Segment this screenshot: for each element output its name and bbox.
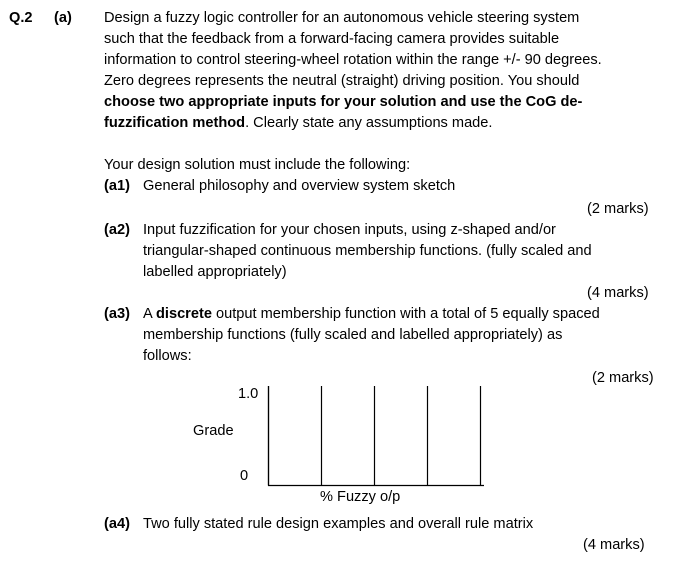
intro-last-bold: fuzzification method — [104, 115, 246, 131]
intro-last-rest: . Clearly state any assumptions made. — [245, 115, 493, 131]
y-tick-bottom: 0 — [240, 468, 249, 484]
x-axis-label: % Fuzzy o/p — [320, 489, 401, 505]
a3-line1-bold: discrete — [155, 306, 212, 322]
a2-line-2: triangular-shaped continuous membership functions. (fully scaled and — [143, 243, 592, 259]
a4-label: (a4) — [104, 516, 130, 532]
design-heading: Your design solution must include the following: — [104, 157, 411, 173]
a3-line1-pre: A — [143, 306, 156, 322]
a4-marks: (4 marks) — [583, 537, 645, 553]
a4-text: Two fully stated rule design examples and overall rule matrix — [143, 516, 534, 532]
question-number: Q.2 — [9, 10, 33, 26]
a1-marks: (2 marks) — [587, 201, 649, 217]
a3-label: (a3) — [104, 306, 130, 322]
a2-line-3: labelled appropriately) — [143, 264, 287, 280]
a3-line1-post: output membership function with a total of 5 equally spaced — [211, 306, 600, 322]
a2-marks: (4 marks) — [587, 285, 649, 301]
intro-line-4: Zero degrees represents the neutral (straight) driving position. You should — [104, 73, 580, 89]
intro-line-3: information to control steering-wheel rotation within the range +/- 90 degrees. — [104, 52, 602, 68]
a1-label: (a1) — [104, 178, 130, 194]
y-tick-top: 1.0 — [238, 386, 259, 402]
intro-line-5: choose two appropriate inputs for your solution and use the CoG de- — [104, 94, 583, 110]
y-axis-label: Grade — [193, 423, 234, 439]
a1-text: General philosophy and overview system sketch — [143, 178, 456, 194]
a3-line-2: membership functions (fully scaled and labelled appropriately) as — [143, 327, 563, 343]
a2-label: (a2) — [104, 222, 130, 238]
intro-line-2: such that the feedback from a forward-facing camera provides suitable — [104, 31, 560, 47]
question-part: (a) — [54, 10, 72, 26]
a2-line-1: Input fuzzification for your chosen inputs, using z-shaped and/or — [143, 222, 556, 238]
intro-line-1: Design a fuzzy logic controller for an autonomous vehicle steering system — [104, 10, 580, 26]
a3-line-3: follows: — [143, 348, 192, 364]
a3-marks: (2 marks) — [592, 370, 654, 386]
